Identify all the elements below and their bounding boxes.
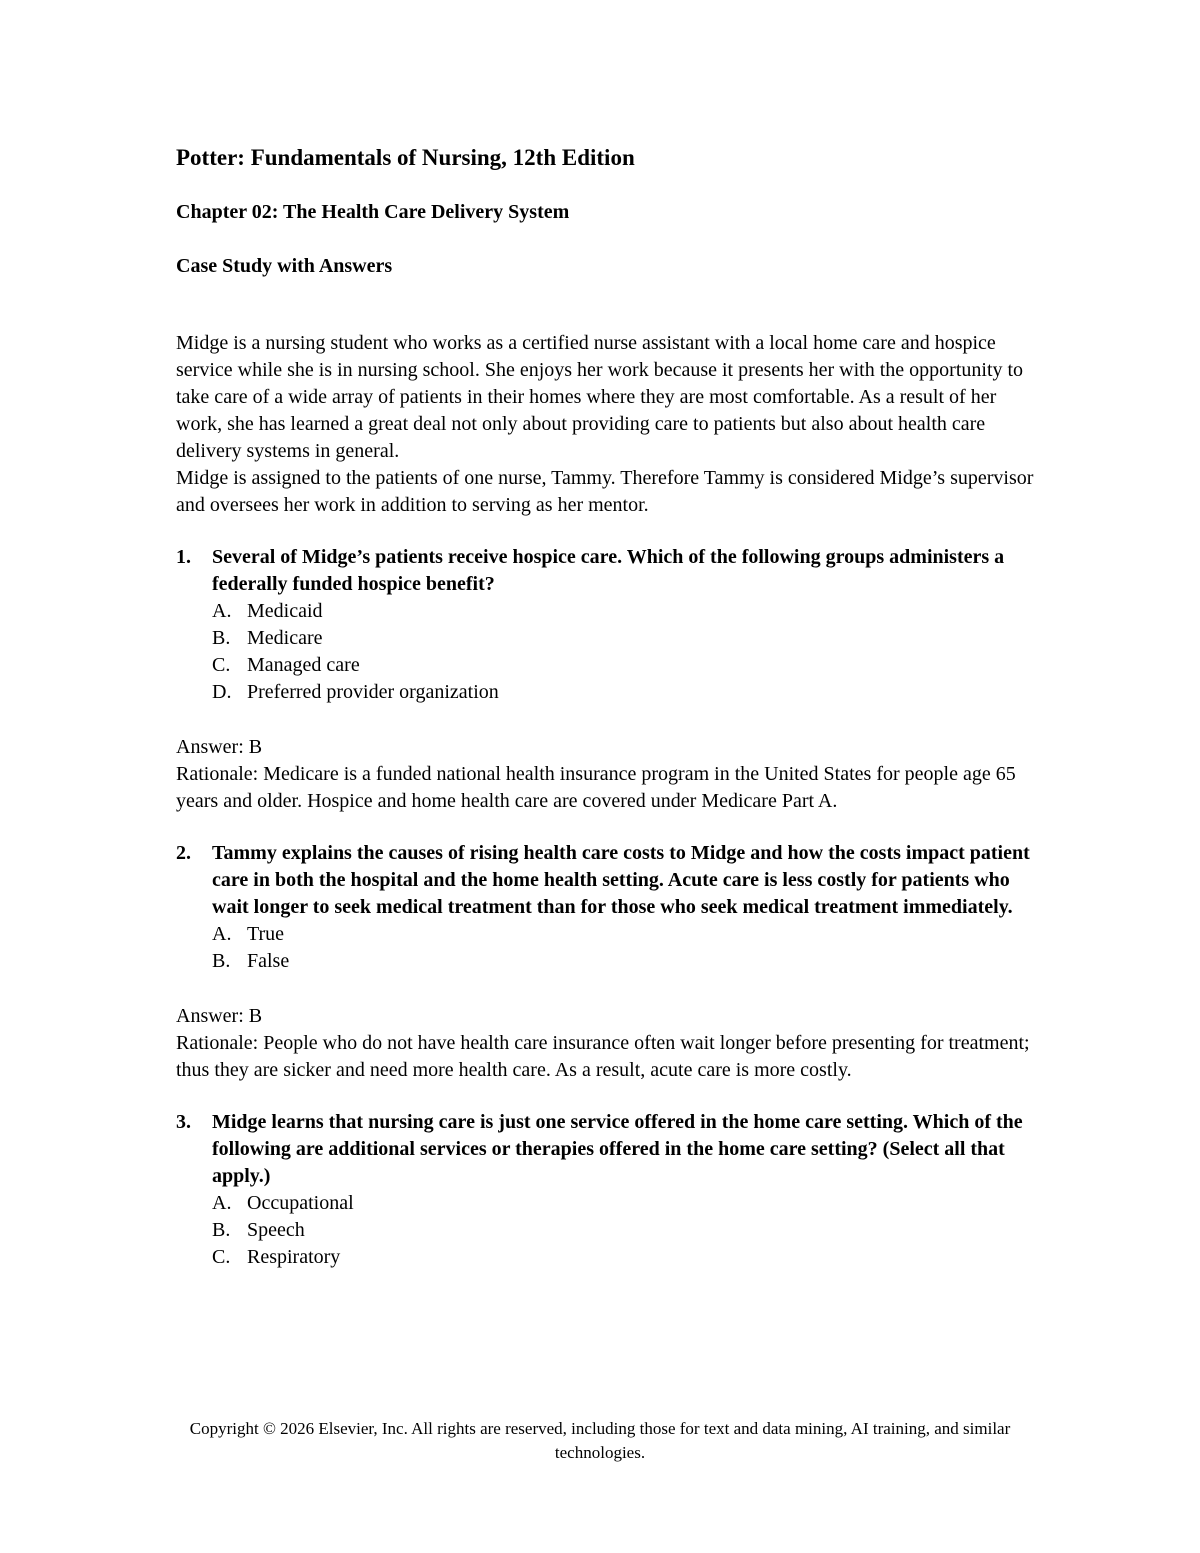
document-content [176,140,1036,1271]
answer-line: Answer: B [176,736,263,758]
rationale-text: Rationale: Medicare is a funded national health insurance program in the United States for people age 65 years and older. Hospice and home health care are covered under Medicare Part A. [176,763,1016,812]
question-3 [176,1109,1036,1271]
question-number: 2. [176,842,191,864]
option-text: Speech [247,1219,305,1241]
intro-paragraph-2: Midge is assigned to the patients of one nurse, Tammy. Therefore Tammy is considered Midge’s supervisor and oversees her work in addition to serving as her mentor. [176,467,1034,516]
option-letter: C. [212,654,231,676]
option-letter: A. [212,600,232,622]
question-body [212,1109,1036,1271]
option-text: Respiratory [247,1246,341,1268]
option-letter: A. [212,923,232,945]
option-letter: A. [212,1192,232,1214]
document-title: Potter: Fundamentals of Nursing, 12th Edition [176,145,635,170]
option-letter: D. [212,681,232,703]
option-a [212,1190,1036,1217]
question-body [212,544,1036,706]
option-text: Preferred provider organization [247,681,499,703]
option-b [212,1217,1036,1244]
question-number: 1. [176,546,191,568]
question-text: Several of Midge’s patients receive hospice care. Which of the following groups administers a federally funded hospice benefit? [212,546,1005,595]
case-study-heading: Case Study with Answers [176,255,393,277]
option-list [212,598,1036,706]
option-text: Occupational [247,1192,354,1214]
question-text: Midge learns that nursing care is just one service offered in the home care setting. Which of the following are additional services or therapies offered in the home care setting? (Select all that apply.) [212,1111,1023,1187]
question-2 [176,840,1036,975]
option-a [212,921,1036,948]
option-d [212,679,1036,706]
chapter-heading: Chapter 02: The Health Care Delivery System [176,201,570,223]
option-text: False [247,950,290,972]
option-text: Medicaid [247,600,323,622]
answer-block-1 [176,734,1036,815]
option-text: Medicare [247,627,323,649]
option-c [212,652,1036,679]
question-number: 3. [176,1111,191,1133]
option-list [212,921,1036,975]
copyright-footer: Copyright © 2026 Elsevier, Inc. All rights are reserved, including those for text and data mining, AI training, and similar technologies. [189,1419,1011,1462]
option-a [212,598,1036,625]
answer-block-2 [176,1003,1036,1084]
question-text: Tammy explains the causes of rising health care costs to Midge and how the costs impact patient care in both the hospital and the home health setting. Acute care is less costly for patients who wait longer to seek medical treatment than for those who seek medical treatment immediately. [212,842,1030,918]
option-list [212,1190,1036,1271]
rationale-text: Rationale: People who do not have health care insurance often wait longer before presenting for treatment; thus they are sicker and need more health care. As a result, acute care is more costly. [176,1032,1030,1081]
question-1 [176,544,1036,706]
option-letter: B. [212,950,231,972]
answer-line: Answer: B [176,1005,263,1027]
intro-paragraph-1: Midge is a nursing student who works as a certified nurse assistant with a local home care and hospice service while she is in nursing school. She enjoys her work because it presents her with the opportunity to take care of a wide array of patients in their homes where they are most comfortable. As a result of her work, she has learned a great deal not only about providing care to patients but also about health care delivery systems in general. [176,332,1024,462]
option-letter: C. [212,1246,231,1268]
option-letter: B. [212,1219,231,1241]
option-c [212,1244,1036,1271]
option-letter: B. [212,627,231,649]
option-b [212,948,1036,975]
option-text: Managed care [247,654,360,676]
option-b [212,625,1036,652]
question-body [212,840,1036,975]
option-text: True [247,923,285,945]
